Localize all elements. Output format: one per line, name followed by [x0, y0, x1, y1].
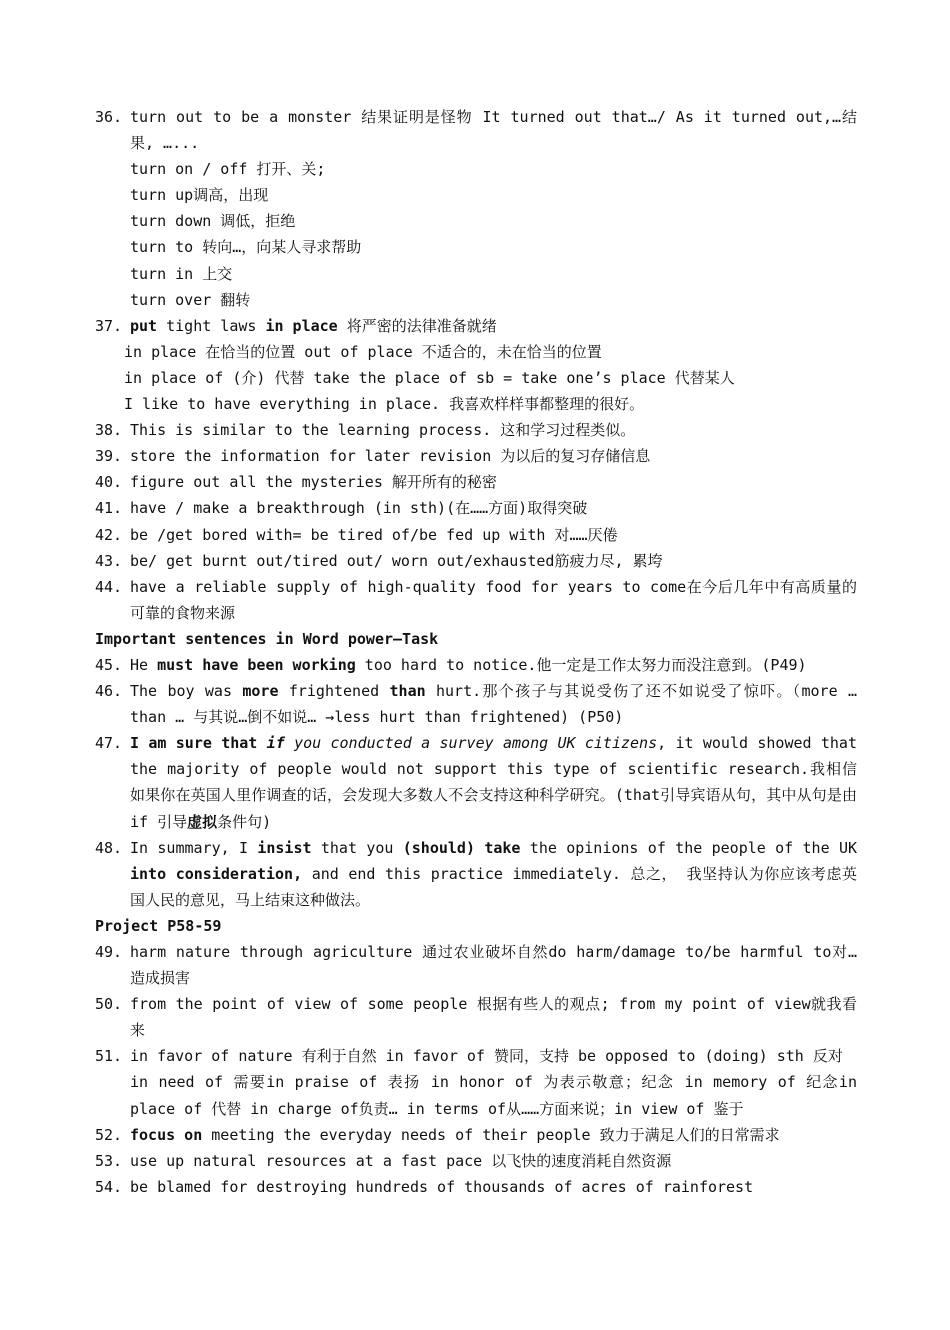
section-heading: Project P58-59 [95, 916, 222, 935]
item-number: 49. [95, 943, 123, 961]
item-text [130, 548, 857, 574]
item-number: 36. [95, 108, 123, 126]
sub-line [95, 261, 857, 287]
item-number: 50. [95, 995, 123, 1014]
text-segment: in need of 需要in praise of 表扬 in honor of 为表示敬意；纪念 in memory of 纪念in place of 代替 in charge of负责… in terms of从……方面来说；in view of 鉴于 [130, 1073, 857, 1118]
text-segment: turn out to be a monster 结果证明是怪物 It turned out that…/ As it turned out,…结果, …... [130, 108, 857, 153]
section-heading: Important sentences in Word power—Task [95, 629, 439, 648]
list-item [95, 652, 857, 678]
item-number: 47. [95, 734, 123, 753]
item-text [130, 469, 857, 495]
text-segment: 将严密的法律准备就绪 [337, 316, 497, 335]
sub-line [95, 1069, 857, 1121]
text-segment: figure out all the mysteries 解开所有的秘密 [130, 473, 497, 492]
sub-line [95, 287, 857, 313]
sub-line [95, 391, 857, 417]
list-item [95, 443, 857, 469]
list-item [95, 495, 857, 521]
text-segment: from the point of view of some people 根据有些人的观点; from my point of view就我看来 [130, 995, 857, 1040]
text-segment: hurt.那个孩子与其说受伤了还不如说受了惊吓。（more … than … 与其说…倒不如说… →less hurt than frightened) (P50) [130, 682, 858, 727]
text-segment: The boy was [130, 682, 243, 701]
text-bold: focus on [130, 1125, 203, 1144]
list-item [95, 574, 857, 626]
item-text [130, 417, 857, 443]
item-text [130, 1043, 857, 1069]
list-item [95, 678, 857, 730]
text-segment: in place 在恰当的位置 out of place 不适合的，未在恰当的位置 [124, 342, 602, 361]
item-number: 40. [95, 473, 123, 492]
text-segment: be/ get burnt out/tired out/ worn out/exhausted筋疲力尽, 累垮 [130, 551, 663, 570]
text-segment: have / make a breakthrough (in sth)(在……方面)取得突破 [130, 499, 588, 518]
text-segment: be /get bored with= be tired of/be fed up with 对……厌倦 [130, 525, 618, 544]
text-segment: 条件句) [217, 812, 272, 831]
text-segment: in place of (介) 代替 take the place of sb = take one’s place 代替某人 [124, 368, 735, 387]
item-text [130, 835, 857, 913]
item-text [130, 1174, 857, 1200]
sub-line [95, 339, 857, 365]
text-bold: insist [257, 838, 312, 857]
text-bold: (should) take [402, 838, 521, 857]
item-number: 44. [95, 577, 123, 596]
list-item [95, 548, 857, 574]
item-text [130, 574, 857, 626]
text-segment: have a reliable supply of high-quality food for years to come在今后几年中有高质量的可靠的食物来源 [130, 577, 857, 622]
text-bold: put [130, 316, 158, 335]
item-text [130, 443, 857, 469]
text-bold: I am sure that [130, 734, 267, 753]
text-segment: and end this practice immediately. 总之， 我坚持认为你应该考虑英国人民的意见，马上结束这种做法。 [130, 864, 857, 909]
item-text [130, 495, 857, 521]
list-item [95, 730, 857, 834]
text-segment: be blamed for destroying hundreds of thousands of acres of rainforest [130, 1177, 754, 1196]
list-item [95, 1174, 857, 1200]
item-text [130, 678, 857, 730]
text-segment: turn down 调低，拒绝 [130, 212, 296, 231]
item-number: 41. [95, 499, 123, 518]
text-segment: too hard to notice.他一定是工作太努力而没注意到。(P49) [355, 655, 807, 674]
text-segment: turn over 翻转 [130, 290, 251, 309]
text-segment: turn in 上交 [130, 264, 233, 283]
item-text [130, 1122, 857, 1148]
text-segment: This is similar to the learning process. 这和学习过程类似。 [130, 421, 636, 440]
text-segment: , it would showed that the majority of people would not support this type of scientific research.我相信如果你在英国人里作调查的话，会发现大多数人不会支持这种科学研究。(that引导宾语从句，其中从句是由if 引导 [130, 734, 857, 831]
text-segment: I like to have everything in place. 我喜欢样样事都整理的很好。 [124, 395, 645, 414]
list-item [95, 104, 857, 156]
item-text [130, 991, 857, 1043]
text-segment: turn to 转向…，向某人寻求帮助 [130, 238, 362, 257]
text-bold: in place [265, 316, 338, 335]
text-segment: In summary, I [130, 838, 258, 857]
item-text [130, 522, 857, 548]
item-text [130, 939, 857, 991]
list-item [95, 522, 857, 548]
item-text [130, 652, 857, 678]
sub-line [95, 182, 857, 208]
list-item [95, 991, 857, 1043]
item-number: 37. [95, 316, 123, 335]
item-number: 45. [95, 655, 123, 674]
text-italic: you conducted a survey among UK citizens [284, 734, 658, 753]
list-item [95, 1148, 857, 1174]
text-bold: 虚拟 [187, 812, 218, 831]
sub-line [95, 208, 857, 234]
text-segment: meeting the everyday needs of their people 致力于满足人们的日常需求 [202, 1125, 780, 1144]
text-segment: harm nature through agriculture 通过农业破坏自然do harm/damage to/be harmful to对…造成损害 [130, 943, 857, 988]
text-bold: than [389, 682, 426, 701]
item-text [130, 313, 857, 339]
item-number: 46. [95, 682, 123, 701]
list-item [95, 835, 857, 913]
list-item [95, 939, 857, 991]
item-number: 38. [95, 421, 123, 440]
text-segment: store the information for later revision 为以后的复习存储信息 [130, 447, 651, 466]
item-number: 51. [95, 1047, 123, 1066]
text-bolditalic: if [266, 734, 285, 753]
list-item [95, 313, 857, 339]
list-item [95, 1043, 857, 1069]
item-number: 48. [95, 838, 123, 857]
text-segment: He [130, 655, 158, 674]
item-number: 43. [95, 551, 123, 570]
list-item [95, 1122, 857, 1148]
text-segment: turn up调高，出现 [130, 186, 269, 205]
item-number: 39. [95, 447, 123, 466]
text-segment: frightened [278, 682, 390, 701]
text-bold: into consideration, [130, 864, 303, 883]
sub-line [95, 365, 857, 391]
item-text [130, 1148, 857, 1174]
text-segment: use up natural resources at a fast pace 以飞快的速度消耗自然资源 [130, 1151, 672, 1170]
text-segment: in favor of nature 有利于自然 in favor of 赞同，支持 be opposed to (doing) sth 反对 [130, 1047, 843, 1066]
list-item [95, 417, 857, 443]
sub-line [95, 156, 857, 182]
item-number: 53. [95, 1151, 123, 1170]
item-number: 54. [95, 1177, 123, 1196]
item-text [130, 104, 857, 156]
text-bold: must have been working [157, 655, 356, 674]
item-text [130, 730, 857, 834]
list-item [95, 469, 857, 495]
text-segment: that you [311, 838, 403, 857]
item-number: 42. [95, 525, 123, 544]
text-segment: the opinions of the people of the UK [520, 838, 857, 857]
sub-line [95, 234, 857, 260]
text-segment: tight laws [157, 316, 266, 335]
text-bold: more [242, 682, 279, 701]
document-page [95, 104, 857, 1200]
text-segment: turn on / off 打开、关; [130, 160, 326, 179]
item-number: 52. [95, 1125, 123, 1144]
